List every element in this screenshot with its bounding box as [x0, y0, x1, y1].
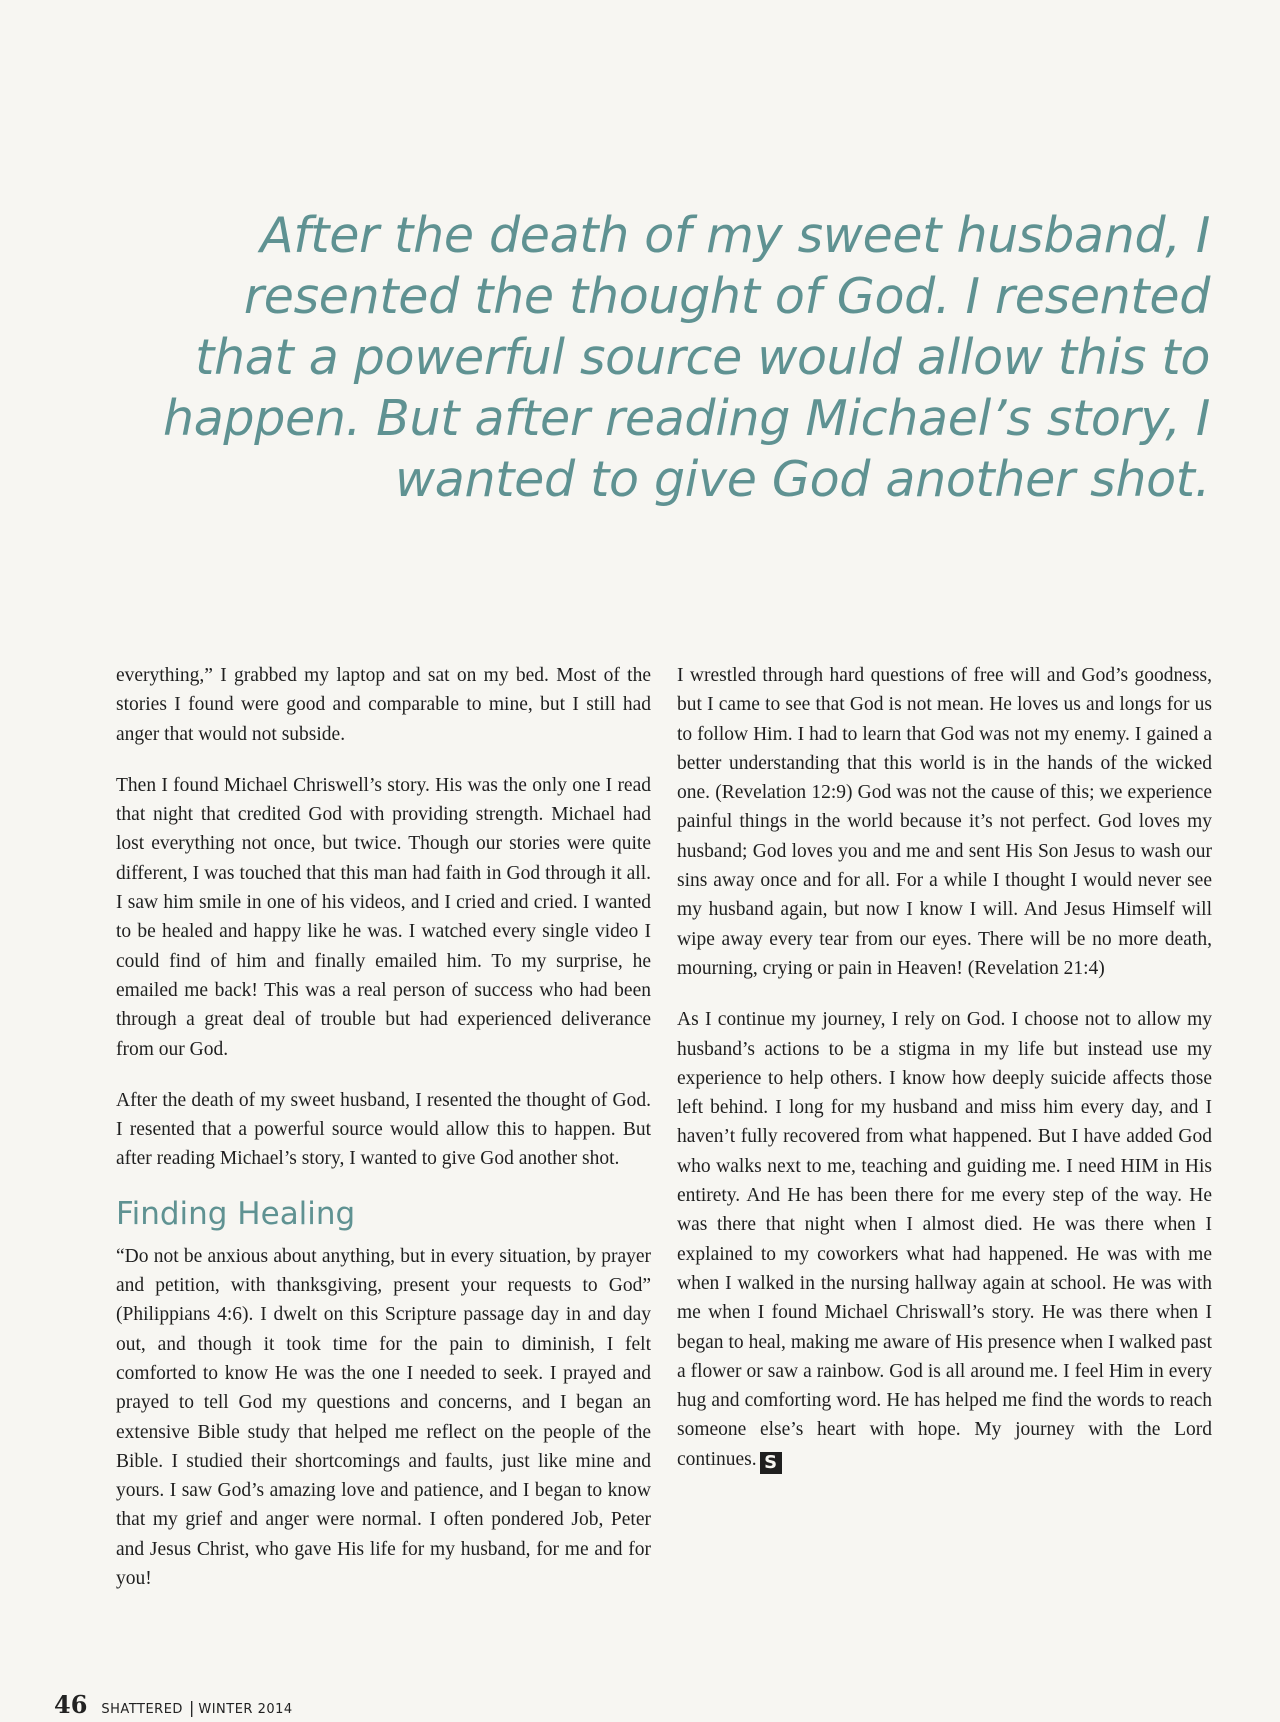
page-number: 46: [54, 1690, 88, 1719]
body-paragraph: everything,” I grabbed my laptop and sat on my bed. Most of the stories I found were good and comparable to mine, but I still had anger that would not subside.: [116, 665, 651, 745]
issue-date: WINTER 2014: [198, 1702, 293, 1717]
body-paragraph: Then I found Michael Chriswell’s story. His was the only one I read that night that credited God with providing strength. Michael had lost everything not once, but twice. Though our stories were quite different, I was touched that this man had faith in God through it all. I saw him smile in one of his videos, and I cried and cried. I wanted to be healed and happy like he was. I watched every single video I could find of him and finally emailed him. To my surprise, he emailed me back! This was a real person of success who had been through a great deal of trouble but had experienced deliverance from our God.: [116, 774, 651, 1060]
footer-separator: |: [188, 1698, 195, 1717]
body-paragraph: I wrestled through hard questions of free will and God’s goodness, but I came to see that God is not mean. He loves us and longs for us to follow Him. I had to learn that God was not my enemy. I gained a better understanding that this world is in the hands of the wicked one. (Revelation 12:9) God was not the cause of this; we experience painful things in the world because it’s not perfect. God loves my husband; God loves you and me and sent His Son Jesus to wash our sins away once and for all. For a while I thought I would never see my husband again, but now I know I will. And Jesus Himself will wipe away every tear from our eyes. There will be no more death, mourning, crying or pain in Heaven! (Revelation 21:4): [677, 665, 1212, 979]
publication-name: SHATTERED: [101, 1702, 183, 1717]
end-of-article-icon: S: [760, 1452, 782, 1474]
body-paragraph-final: [677, 1005, 1212, 1474]
section-heading: Finding Healing: [116, 1195, 356, 1232]
right-column: [677, 661, 1212, 1496]
pull-quote: After the death of my sweet husband, I resented the thought of God. I resented that a powerful source would allow this to happen. But after reading Michael’s story, I wanted to give God another shot.: [162, 207, 1210, 508]
body-paragraph: After the death of my sweet husband, I resented the thought of God. I resented that a powerful source would allow this to happen. But after reading Michael’s story, I wanted to give God another shot.: [116, 1089, 651, 1170]
body-paragraph: “Do not be anxious about anything, but in every situation, by prayer and petition, with thanksgiving, present your requests to God” (Philippians 4:6). I dwelt on this Scripture passage day in and day out, and though it took time for the pain to diminish, I felt comforted to know He was the one I needed to seek. I prayed and prayed to tell God my questions and concerns, and I began an extensive Bible study that helped me reflect on the people of the Bible. I studied their shortcomings and faults, just like mine and yours. I saw God’s amazing love and patience, and I began to know that my grief and anger were normal. I often pondered Job, Peter and Jesus Christ, who gave His life for my husband, for me and for you!: [116, 1245, 651, 1590]
left-column: [116, 661, 651, 1615]
final-paragraph-text: As I continue my journey, I rely on God. I choose not to allow my husband’s actions to be a stigma in my life but instead use my experience to help others. I know how deeply suicide affects those left behind. I long for my husband and miss him every day, and I haven’t fully recovered from what happened. But I have added God who walks next to me, teaching and guiding me. I need HIM in His entirety. And He has been there for me every step of the way. He was there that night when I almost died. He was there when I explained to my coworkers what had happened. He was with me when I walked in the nursing hallway again at school. He was with me when I found Michael Chriswall’s story. He was there when I began to heal, making me aware of His presence when I walked past a flower or saw a rainbow. God is all around me. I feel Him in every hug and comforting word. He has helped me find the words to reach someone else’s heart with hope. My journey with the Lord continues.: [677, 1009, 1212, 1470]
page-footer: [54, 1690, 293, 1719]
